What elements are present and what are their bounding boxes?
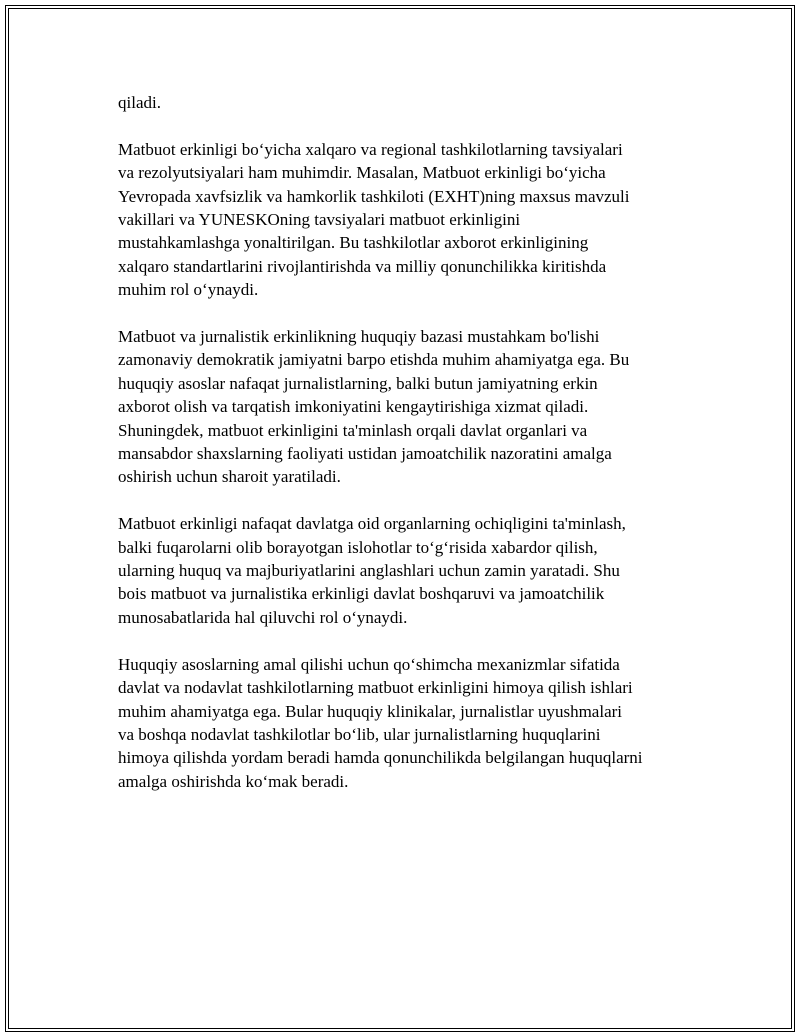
paragraph-continuation: qiladi. [118,93,161,112]
paragraph-openness: Matbuot erkinligi nafaqat davlatga oid organlarning ochiqligini ta'minlash, balki fuqarolarni olib borayotgan islohotlar to‘g‘risida xabardor qilish, ularning huquq va majburiyatlarini anglashlari uchun zamin yaratadi. Shu bois matbuot va jurnalistika erkinligi davlat boshqaruvi va jamoatchilik munosabatlarida hal qiluvchi rol o‘ynaydi. [118,514,626,627]
paragraph-international-recommendations: Matbuot erkinligi bo‘yicha xalqaro va regional tashkilotlarning tavsiyalari va rezolyutsiyalari ham muhimdir. Masalan, Matbuot erkinligi bo‘yicha Yevropada xavfsizlik va hamkorlik tashkiloti (EXHT)ning maxsus mavzuli vakillari va YUNESKOning tavsiyalari matbuot erkinligini mustahkamlashga yonaltirilgan. Bu tashkilotlar axborot erkinligining xalqaro standartlarini rivojlantirishda va milliy qonunchilikka kiritishda muhim rol o‘ynaydi. [118,139,630,300]
paragraph-legal-basis: Matbuot va jurnalistik erkinlikning huquqiy bazasi mustahkam bo'lishi zamonaviy demokratik jamiyatni barpo etishda muhim ahamiyatga ega. Bu huquqiy asoslar nafaqat jurnalistlarning, balki butun jamiyatning erkin axborot olish va tarqatish imkoniyatini kengaytirishiga xizmat qiladi. Shuningdek, matbuot erkinligini ta'minlash orqali davlat organlari va mansabdor shaxslarning faoliyati ustidan jamoatchilik nazoratini amalga oshirish uchun sharoit yaratiladi. [118,327,630,487]
paragraph-protection-mechanisms: Huquqiy asoslarning amal qilishi uchun qo‘shimcha mexanizmlar sifatida davlat va nodavlat tashkilotlarning matbuot erkinligini himoya qilish ishlari muhim ahamiyatga ega. Bular huquqiy klinikalar, jurnalistlar uyushmalari va boshqa nodavlat tashkilotlar bo‘lib, ular jurnalistlarning huquqlarini himoya qilishda yordam beradi hamda qonunchilikda belgilangan huquqlarni amalga oshirishda ko‘mak beradi. [118,654,643,791]
document-body [118,91,708,817]
